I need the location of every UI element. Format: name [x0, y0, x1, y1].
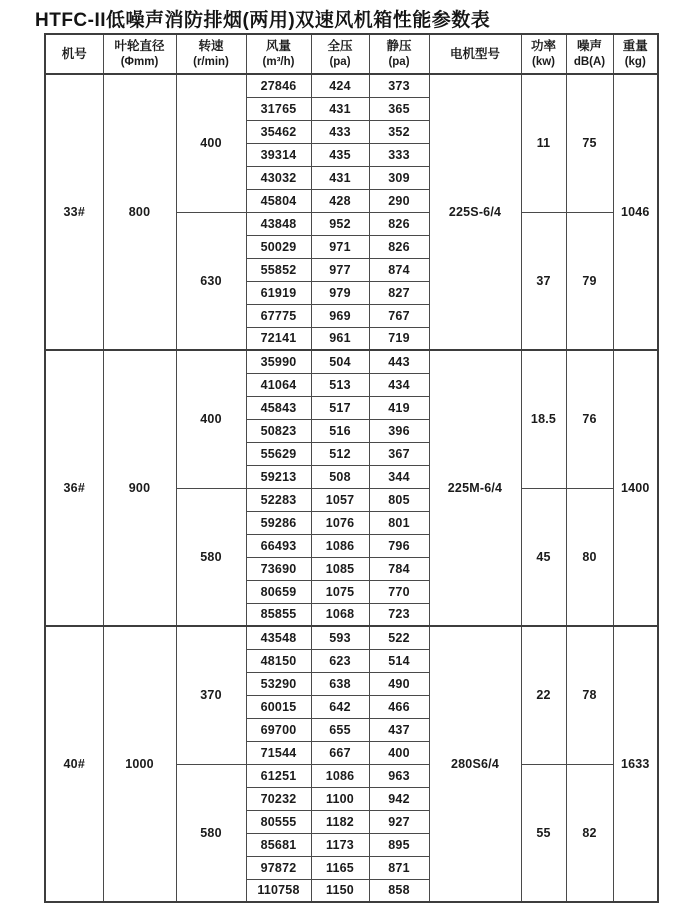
airflow-cell: 61251	[246, 764, 311, 787]
table-row	[45, 74, 658, 97]
total-pressure-cell: 431	[311, 97, 369, 120]
airflow-cell: 67775	[246, 304, 311, 327]
column-header-unit: (Φmm)	[120, 55, 159, 68]
total-pressure-cell: 1068	[311, 603, 369, 626]
total-pressure-cell: 593	[311, 626, 369, 649]
total-pressure-cell: 428	[311, 189, 369, 212]
total-pressure-cell: 642	[311, 695, 369, 718]
power-cell: 37	[521, 212, 566, 350]
static-pressure-cell: 373	[369, 74, 429, 97]
static-pressure-cell: 522	[369, 626, 429, 649]
total-pressure-cell: 1150	[311, 879, 369, 902]
static-pressure-cell: 290	[369, 189, 429, 212]
column-header-label: 转速	[198, 39, 224, 54]
noise-cell: 82	[566, 764, 613, 902]
power-cell: 11	[521, 74, 566, 212]
column-header-label: 功率	[530, 39, 556, 54]
table-row	[45, 626, 658, 649]
page-title: HTFC-II低噪声消防排烟(两用)双速风机箱性能参数表	[35, 10, 491, 31]
static-pressure-cell: 396	[369, 419, 429, 442]
static-pressure-cell: 927	[369, 810, 429, 833]
weight-cell: 1046	[613, 74, 658, 350]
airflow-cell: 45843	[246, 396, 311, 419]
column-header-unit: (m³/h)	[262, 55, 295, 68]
total-pressure-cell: 1165	[311, 856, 369, 879]
total-pressure-cell: 512	[311, 442, 369, 465]
airflow-cell: 70232	[246, 787, 311, 810]
static-pressure-cell: 365	[369, 97, 429, 120]
static-pressure-cell: 490	[369, 672, 429, 695]
power-cell: 55	[521, 764, 566, 902]
total-pressure-cell: 971	[311, 235, 369, 258]
speed-cell: 580	[176, 488, 246, 626]
noise-cell: 78	[566, 626, 613, 764]
column-header-label: 静压	[386, 39, 412, 54]
static-pressure-cell: 826	[369, 212, 429, 235]
static-pressure-cell: 874	[369, 258, 429, 281]
speed-cell: 400	[176, 74, 246, 212]
total-pressure-cell: 1100	[311, 787, 369, 810]
column-header-label: 重量	[622, 39, 648, 54]
airflow-cell: 41064	[246, 373, 311, 396]
total-pressure-cell: 435	[311, 143, 369, 166]
static-pressure-cell: 514	[369, 649, 429, 672]
airflow-cell: 43848	[246, 212, 311, 235]
noise-cell: 80	[566, 488, 613, 626]
total-pressure-cell: 1075	[311, 580, 369, 603]
airflow-cell: 52283	[246, 488, 311, 511]
column-header-airflow	[246, 34, 311, 74]
total-pressure-cell: 623	[311, 649, 369, 672]
static-pressure-cell: 871	[369, 856, 429, 879]
column-header-label: 电机型号	[449, 46, 500, 61]
static-pressure-cell: 963	[369, 764, 429, 787]
column-header-label: 机号	[61, 46, 87, 61]
fan-performance-table	[44, 33, 659, 903]
static-pressure-cell: 419	[369, 396, 429, 419]
airflow-cell: 59286	[246, 511, 311, 534]
motor-model-cell: 225S-6/4	[429, 74, 521, 350]
total-pressure-cell: 961	[311, 327, 369, 350]
static-pressure-cell: 443	[369, 350, 429, 373]
airflow-cell: 43548	[246, 626, 311, 649]
static-pressure-cell: 784	[369, 557, 429, 580]
column-header-static-pressure	[369, 34, 429, 74]
static-pressure-cell: 344	[369, 465, 429, 488]
column-header-model	[45, 34, 103, 74]
total-pressure-cell: 517	[311, 396, 369, 419]
airflow-cell: 72141	[246, 327, 311, 350]
total-pressure-cell: 508	[311, 465, 369, 488]
column-header-label: 噪声	[576, 39, 602, 54]
model-cell: 36#	[45, 350, 103, 626]
total-pressure-cell: 431	[311, 166, 369, 189]
static-pressure-cell: 333	[369, 143, 429, 166]
airflow-cell: 39314	[246, 143, 311, 166]
static-pressure-cell: 434	[369, 373, 429, 396]
column-header-unit: dB(A)	[573, 55, 606, 68]
airflow-cell: 53290	[246, 672, 311, 695]
speed-cell: 580	[176, 764, 246, 902]
static-pressure-cell: 367	[369, 442, 429, 465]
power-cell: 18.5	[521, 350, 566, 488]
static-pressure-cell: 466	[369, 695, 429, 718]
total-pressure-cell: 516	[311, 419, 369, 442]
static-pressure-cell: 309	[369, 166, 429, 189]
airflow-cell: 85855	[246, 603, 311, 626]
total-pressure-cell: 969	[311, 304, 369, 327]
static-pressure-cell: 826	[369, 235, 429, 258]
airflow-cell: 97872	[246, 856, 311, 879]
column-header-speed	[176, 34, 246, 74]
column-header-unit: (kw)	[532, 55, 555, 68]
column-header-unit: (pa)	[329, 55, 351, 68]
static-pressure-cell: 895	[369, 833, 429, 856]
total-pressure-cell: 1057	[311, 488, 369, 511]
total-pressure-cell: 952	[311, 212, 369, 235]
airflow-cell: 80659	[246, 580, 311, 603]
airflow-cell: 45804	[246, 189, 311, 212]
column-header-motor-model	[429, 34, 521, 74]
airflow-cell: 73690	[246, 557, 311, 580]
static-pressure-cell: 801	[369, 511, 429, 534]
airflow-cell: 66493	[246, 534, 311, 557]
airflow-cell: 35990	[246, 350, 311, 373]
weight-cell: 1400	[613, 350, 658, 626]
total-pressure-cell: 1182	[311, 810, 369, 833]
speed-cell: 400	[176, 350, 246, 488]
column-header-unit: (r/min)	[193, 55, 229, 68]
airflow-cell: 60015	[246, 695, 311, 718]
table-header-row	[45, 34, 658, 74]
static-pressure-cell: 719	[369, 327, 429, 350]
total-pressure-cell: 979	[311, 281, 369, 304]
airflow-cell: 48150	[246, 649, 311, 672]
speed-cell: 370	[176, 626, 246, 764]
diameter-cell: 800	[103, 74, 176, 350]
model-cell: 40#	[45, 626, 103, 902]
airflow-cell: 71544	[246, 741, 311, 764]
airflow-cell: 35462	[246, 120, 311, 143]
airflow-cell: 43032	[246, 166, 311, 189]
power-cell: 22	[521, 626, 566, 764]
static-pressure-cell: 352	[369, 120, 429, 143]
column-header-weight	[613, 34, 658, 74]
total-pressure-cell: 424	[311, 74, 369, 97]
static-pressure-cell: 805	[369, 488, 429, 511]
airflow-cell: 85681	[246, 833, 311, 856]
total-pressure-cell: 1086	[311, 534, 369, 557]
airflow-cell: 110758	[246, 879, 311, 902]
power-cell: 45	[521, 488, 566, 626]
weight-cell: 1633	[613, 626, 658, 902]
total-pressure-cell: 977	[311, 258, 369, 281]
total-pressure-cell: 1085	[311, 557, 369, 580]
column-header-label: 叶轮直径	[114, 39, 165, 54]
airflow-cell: 55629	[246, 442, 311, 465]
total-pressure-cell: 513	[311, 373, 369, 396]
diameter-cell: 1000	[103, 626, 176, 902]
airflow-cell: 61919	[246, 281, 311, 304]
column-header-unit: (kg)	[624, 55, 646, 68]
noise-cell: 76	[566, 350, 613, 488]
airflow-cell: 69700	[246, 718, 311, 741]
static-pressure-cell: 770	[369, 580, 429, 603]
static-pressure-cell: 858	[369, 879, 429, 902]
total-pressure-cell: 655	[311, 718, 369, 741]
column-header-label: 全压	[327, 39, 353, 54]
speed-cell: 630	[176, 212, 246, 350]
static-pressure-cell: 400	[369, 741, 429, 764]
total-pressure-cell: 638	[311, 672, 369, 695]
airflow-cell: 50823	[246, 419, 311, 442]
column-header-power	[521, 34, 566, 74]
airflow-cell: 50029	[246, 235, 311, 258]
table-header-row-container	[45, 34, 658, 74]
column-header-total-pressure	[311, 34, 369, 74]
total-pressure-cell: 667	[311, 741, 369, 764]
total-pressure-cell: 1076	[311, 511, 369, 534]
static-pressure-cell: 767	[369, 304, 429, 327]
table-body	[45, 74, 658, 902]
static-pressure-cell: 796	[369, 534, 429, 557]
airflow-cell: 80555	[246, 810, 311, 833]
column-header-label: 风量	[265, 39, 291, 54]
static-pressure-cell: 827	[369, 281, 429, 304]
airflow-cell: 55852	[246, 258, 311, 281]
total-pressure-cell: 1086	[311, 764, 369, 787]
total-pressure-cell: 504	[311, 350, 369, 373]
motor-model-cell: 280S6/4	[429, 626, 521, 902]
airflow-cell: 59213	[246, 465, 311, 488]
motor-model-cell: 225M-6/4	[429, 350, 521, 626]
table-row	[45, 350, 658, 373]
airflow-cell: 27846	[246, 74, 311, 97]
airflow-cell: 31765	[246, 97, 311, 120]
total-pressure-cell: 433	[311, 120, 369, 143]
static-pressure-cell: 437	[369, 718, 429, 741]
column-header-unit: (pa)	[388, 55, 410, 68]
static-pressure-cell: 723	[369, 603, 429, 626]
static-pressure-cell: 942	[369, 787, 429, 810]
column-header-noise	[566, 34, 613, 74]
noise-cell: 79	[566, 212, 613, 350]
diameter-cell: 900	[103, 350, 176, 626]
column-header-impeller-diameter	[103, 34, 176, 74]
noise-cell: 75	[566, 74, 613, 212]
total-pressure-cell: 1173	[311, 833, 369, 856]
model-cell: 33#	[45, 74, 103, 350]
